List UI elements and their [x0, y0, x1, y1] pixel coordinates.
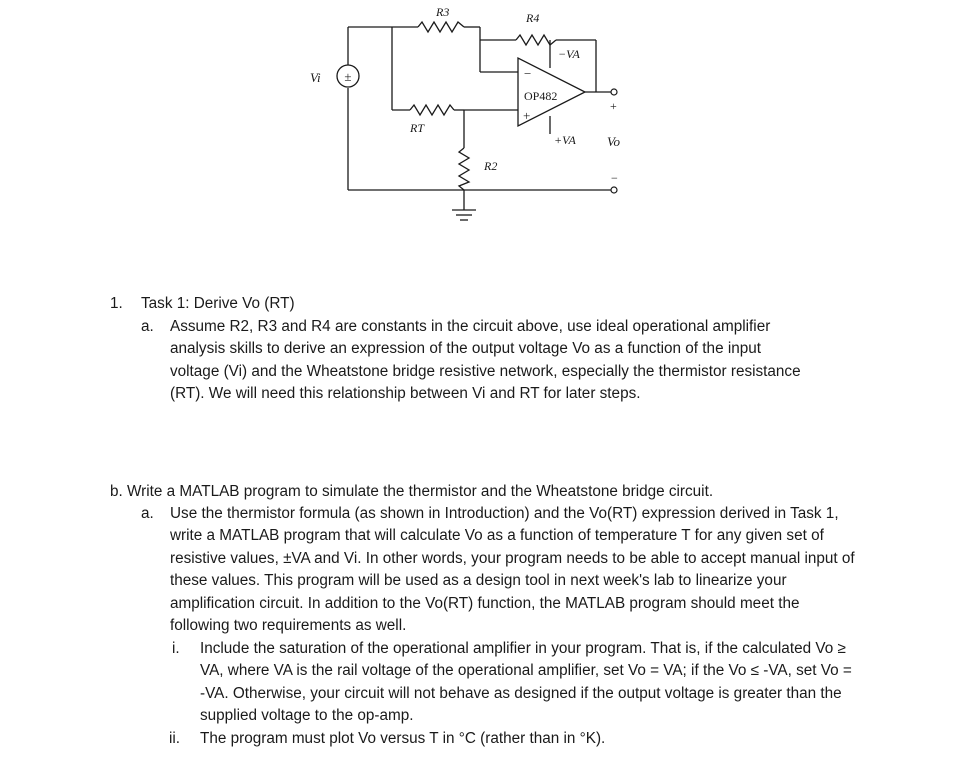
item-ii-text: The program must plot Vo versus T in °C (rather than in °K).	[200, 730, 606, 747]
ground-symbol	[452, 210, 476, 220]
neg-va-label: −VA	[558, 47, 580, 61]
vo-label: Vo	[607, 134, 620, 149]
task1-number: 1.	[110, 295, 123, 312]
task-b-heading: b. Write a MATLAB program to simulate the thermistor and the Wheatstone bridge circuit.	[110, 483, 714, 500]
r2-resistor	[459, 148, 469, 190]
task-b-paragraph: Use the thermistor formula (as shown in Introduction) and the Vo(RT) expression derived in Task 1, write a MATLAB program that will calculate Vo as a function of temperature T for any given set of resistive values, ±VA and Vi. In other words, your program needs to be able to accept manual input of these values. This program will be used as a design tool in next week's lab to linearize your amplification circuit. In addition to the Vo(RT) function, the MATLAB program should meet the following two requirements as well.	[170, 505, 855, 635]
circuit-diagram	[0, 0, 972, 260]
task1-title-text: Task 1: Derive Vo (RT)	[141, 295, 295, 312]
task1-title	[110, 293, 295, 315]
r4-label: R4	[526, 11, 540, 25]
output-plus: +	[610, 99, 617, 113]
opamp-label: OP482	[524, 89, 558, 103]
task-b-sub-marker: a.	[141, 505, 154, 522]
vi-label: Vi	[310, 70, 321, 85]
item-i-text: Include the saturation of the operational amplifier in your program. That is, if the calculated Vo ≥ VA, where VA is the rail voltage of the operational amplifier, set Vo = VA; if the Vo ≤ -VA, set Vo = -VA. Otherwise, your circuit will not behave as designed if the output voltage is greater than the supplied voltage to the op-amp.	[200, 640, 852, 725]
r3-label: R3	[436, 5, 450, 19]
r3-resistor	[418, 22, 464, 32]
rt-resistor	[410, 105, 454, 115]
output-minus: −	[611, 171, 618, 185]
r2-label: R2	[484, 159, 498, 173]
pos-va-label: +VA	[554, 133, 576, 147]
item-i-marker: i.	[172, 640, 180, 657]
source-sign: ±	[344, 69, 352, 84]
item-ii-marker: ii.	[169, 730, 181, 747]
output-terminal-bottom	[611, 187, 617, 193]
rt-label: RT	[410, 121, 425, 135]
task1-paragraph: Assume R2, R3 and R4 are constants in the circuit above, use ideal operational amplifier analysis skills to derive an expression of the output voltage Vo as a function of the input voltage (Vi) and the Wheatstone bridge resistive network, especially the thermistor resistance (RT). We will need this relationship between Vi and RT for later steps.	[170, 318, 801, 402]
output-terminal-top	[611, 89, 617, 95]
opamp-minus: −	[524, 66, 532, 81]
task1-sub-marker: a.	[141, 318, 154, 335]
opamp-plus: +	[523, 108, 531, 123]
